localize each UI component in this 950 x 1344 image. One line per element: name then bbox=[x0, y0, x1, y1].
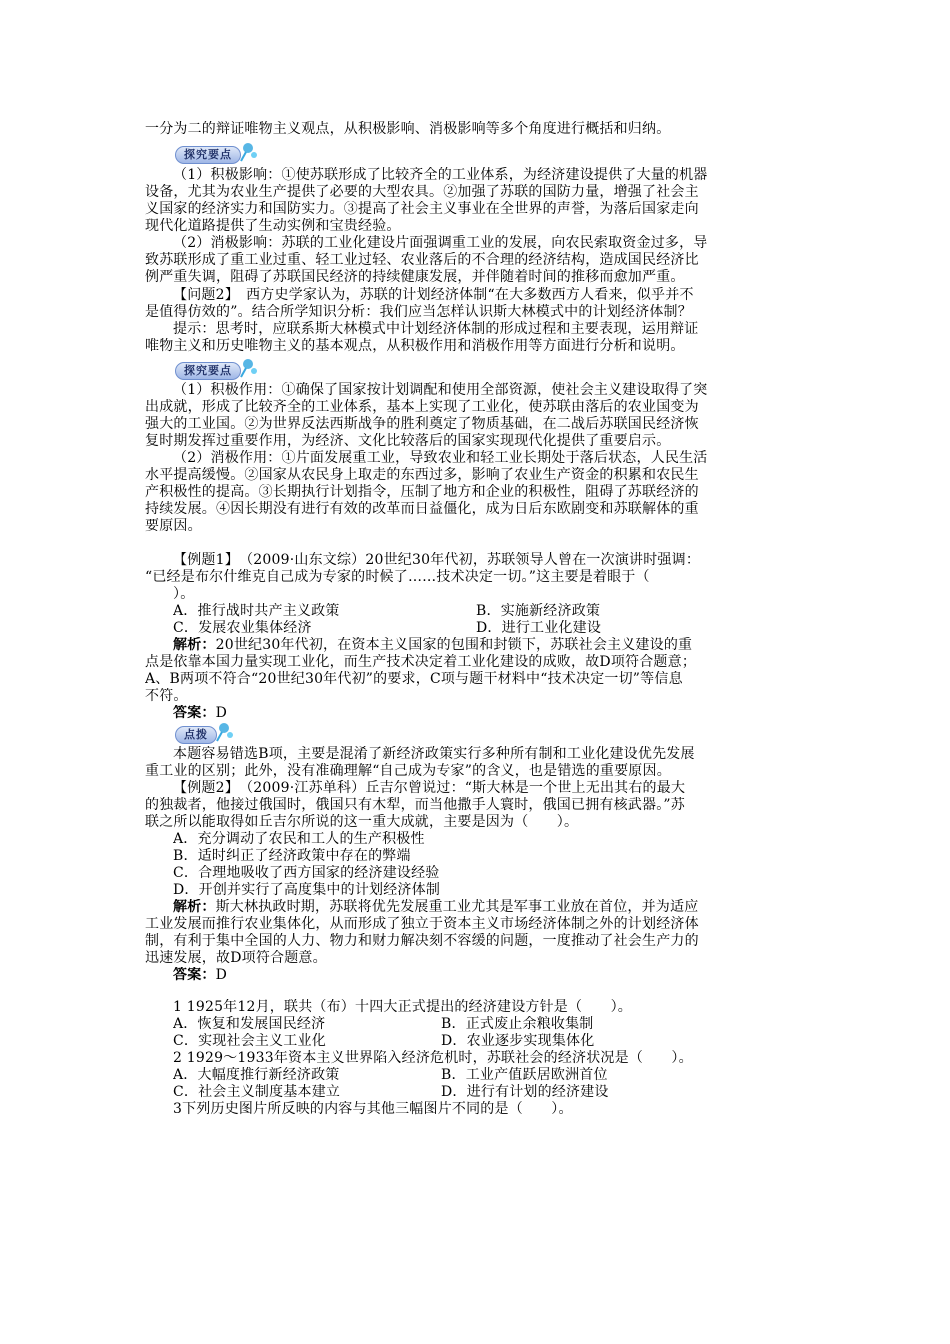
explore-badge-label: 探究要点 bbox=[175, 146, 241, 164]
text-line: 唯物主义和历史唯物主义的基本观点，从积极作用和消极作用等方面进行分析和说明。 bbox=[145, 338, 685, 354]
text-line: 迅速发展，故D项符合题意。 bbox=[145, 950, 327, 966]
answer-label: 答案： bbox=[173, 967, 216, 983]
option: B．工业产值跃居欧洲首位 bbox=[441, 1067, 608, 1083]
text-line: 的独裁者，他接过俄国时，俄国只有木犁，而当他撒手人寰时，俄国已拥有核武器。”苏 bbox=[145, 797, 685, 813]
analysis-line bbox=[173, 899, 815, 916]
tip-badge-label: 点拨 bbox=[175, 726, 217, 744]
question-heading: 【问题2】 西方史学家认为，苏联的计划经济体制“在大多数西方人看来，似乎并不 bbox=[173, 287, 694, 303]
text-line: A、B两项不符合“20世纪30年代初”的要求，C项与题干材料中“技术决定一切”等信息 bbox=[145, 671, 683, 687]
option: B．适时纠正了经济政策中存在的弊端 bbox=[173, 848, 411, 864]
option: C．实现社会主义工业化 bbox=[173, 1033, 326, 1049]
text-line: 强大的工业国。②为世界反法西斯战争的胜利奠定了物质基础，在二战后苏联国民经济恢 bbox=[145, 416, 699, 432]
answer-line bbox=[173, 967, 815, 984]
analysis-label: 解析： bbox=[173, 637, 216, 653]
option-row bbox=[173, 1016, 815, 1033]
analysis-text: 斯大林执政时期，苏联将优先发展重工业尤其是军事工业放在首位，并为适应 bbox=[215, 899, 699, 915]
option: C．社会主义制度基本建立 bbox=[173, 1084, 341, 1100]
option: A．推行战时共产主义政策 bbox=[173, 603, 340, 619]
answer-text: D bbox=[215, 705, 228, 721]
text-line: 义国家的经济实力和国防实力。③提高了社会主义事业在全世界的声誉，为落后国家走向 bbox=[145, 201, 699, 217]
text-line: 不符。 bbox=[145, 688, 188, 704]
example-heading: 【例题2】 （2009·江苏单科）丘吉尔曾说过：“斯大林是一个世上无出其右的最大 bbox=[173, 780, 686, 796]
option: D．进行有计划的经济建设 bbox=[441, 1084, 609, 1100]
option: A．恢复和发展国民经济 bbox=[173, 1016, 326, 1032]
text-line: （2）消极作用：①片面发展重工业，导致农业和轻工业长期处于落后状态，人民生活 bbox=[173, 450, 708, 466]
option: A．大幅度推行新经济政策 bbox=[173, 1067, 340, 1083]
option: C．合理地吸收了西方国家的经济建设经验 bbox=[173, 865, 440, 881]
text-line: 联之所以能取得如丘吉尔所说的这一重大成就，主要是因为（ ）。 bbox=[145, 814, 579, 830]
option: A．充分调动了农民和工人的生产积极性 bbox=[173, 831, 425, 847]
text-line: 水平提高缓慢。②国家从农民身上取走的东西过多，影响了农业生产资金的积累和农民生 bbox=[145, 467, 699, 483]
example-heading: 【例题1】 （2009·山东文综）20世纪30年代初，苏联领导人曾在一次演讲时强调： bbox=[173, 552, 701, 568]
text-line: 重工业的区别；此外，没有准确理解“自己成为专家”的含义，也是错选的重要原因。 bbox=[145, 763, 671, 779]
text-line: 现代化道路提供了生动实例和宝贵经验。 bbox=[145, 218, 401, 234]
text-line: 制，有利于集中全国的人力、物力和财力解决刻不容缓的问题，一度推动了社会生产力的 bbox=[145, 933, 699, 949]
text-line: （1）积极作用：①确保了国家按计划调配和使用全部资源，使社会主义建设取得了突 bbox=[173, 382, 708, 398]
analysis-label: 解析： bbox=[173, 899, 216, 915]
text-line: 要原因。 bbox=[145, 518, 202, 534]
option: B．正式废止余粮收集制 bbox=[441, 1016, 594, 1032]
option: D．开创并实行了高度集中的计划经济体制 bbox=[173, 882, 441, 898]
explore-badge-label: 探究要点 bbox=[175, 362, 241, 380]
option-row bbox=[173, 620, 815, 637]
option-row bbox=[173, 603, 815, 620]
tip-badge bbox=[175, 726, 235, 744]
option: D．农业逐步实现集体化 bbox=[441, 1033, 595, 1049]
text-line: 工业发展而推行农业集体化，从而形成了独立于资本主义市场经济体制之外的计划经济体 bbox=[145, 916, 699, 932]
text-line: （1）积极影响：①使苏联形成了比较齐全的工业体系，为经济建设提供了大量的机器 bbox=[173, 167, 708, 183]
sparkle-icon bbox=[213, 719, 235, 743]
option: D．进行工业化建设 bbox=[476, 620, 602, 636]
text-line: 设备，尤其为农业生产提供了必要的大型农具。②加强了苏联的国防力量，增强了社会主 bbox=[145, 184, 699, 200]
analysis-line bbox=[173, 637, 815, 654]
text-line: 例严重失调，阻碍了苏联国民经济的持续健康发展，并伴随着时间的推移而愈加严重。 bbox=[145, 269, 685, 285]
option-row bbox=[173, 1033, 815, 1050]
option: C．发展农业集体经济 bbox=[173, 620, 312, 636]
text-line: 点是依靠本国力量实现工业化，而生产技术决定着工业化建设的成败，故D项符合题意； bbox=[145, 654, 697, 670]
option: B．实施新经济政策 bbox=[476, 603, 601, 619]
sparkle-icon bbox=[237, 355, 259, 379]
option-row bbox=[173, 1084, 815, 1101]
text-line: 产积极性的提高。③长期执行计划指令，压制了地方和企业的积极性，阻碍了苏联经济的 bbox=[145, 484, 699, 500]
answer-line bbox=[173, 705, 815, 722]
exercise-question: 2 1929～1933年资本主义世界陷入经济危机时，苏联社会的经济状况是（ ）。 bbox=[173, 1050, 693, 1066]
text-line: 持续发展。④因长期没有进行有效的改革而日益僵化，成为日后东欧剧变和苏联解体的重 bbox=[145, 501, 699, 517]
text-line: 本题容易错选B项，主要是混淆了新经济政策实行多种所有制和工业化建设优先发展 bbox=[173, 746, 695, 762]
text-line: “已经是布尔什维克自己成为专家的时候了……技术决定一切。”这主要是着眼于（ bbox=[145, 569, 650, 585]
text-line: 一分为二的辩证唯物主义观点，从积极影响、消极影响等多个角度进行概括和归纳。 bbox=[145, 121, 671, 137]
explore-badge bbox=[175, 146, 259, 164]
answer-text: D bbox=[215, 967, 228, 983]
exercise-question: 3下列历史图片所反映的内容与其他三幅图片不同的是（ ）。 bbox=[173, 1101, 573, 1117]
text-line: （2）消极影响：苏联的工业化建设片面强调重工业的发展，向农民索取资金过多，导 bbox=[173, 235, 708, 251]
text-line: 是值得仿效的”。结合所学知识分析：我们应当怎样认识斯大林模式中的计划经济体制？ bbox=[145, 304, 692, 320]
option-row bbox=[173, 1067, 815, 1084]
text-line: 提示：思考时，应联系斯大林模式中计划经济体制的形成过程和主要表现，运用辩证 bbox=[173, 321, 699, 337]
text-line: 复时期发挥过重要作用，为经济、文化比较落后的国家实现现代化提供了重要启示。 bbox=[145, 433, 671, 449]
text-line: ）。 bbox=[173, 586, 195, 602]
answer-label: 答案： bbox=[173, 705, 216, 721]
text-line: 致苏联形成了重工业过重、轻工业过轻、农业落后的不合理的经济结构，造成国民经济比 bbox=[145, 252, 699, 268]
analysis-text: 20世纪30年代初，在资本主义国家的包围和封锁下，苏联社会主义建设的重 bbox=[215, 637, 693, 653]
text-line: 出成就，形成了比较齐全的工业体系，基本上实现了工业化，使苏联由落后的农业国变为 bbox=[145, 399, 699, 415]
sparkle-icon bbox=[237, 139, 259, 163]
exercise-question: 1 1925年12月，联共（布）十四大正式提出的经济建设方针是（ ）。 bbox=[173, 999, 632, 1015]
explore-badge bbox=[175, 362, 259, 380]
